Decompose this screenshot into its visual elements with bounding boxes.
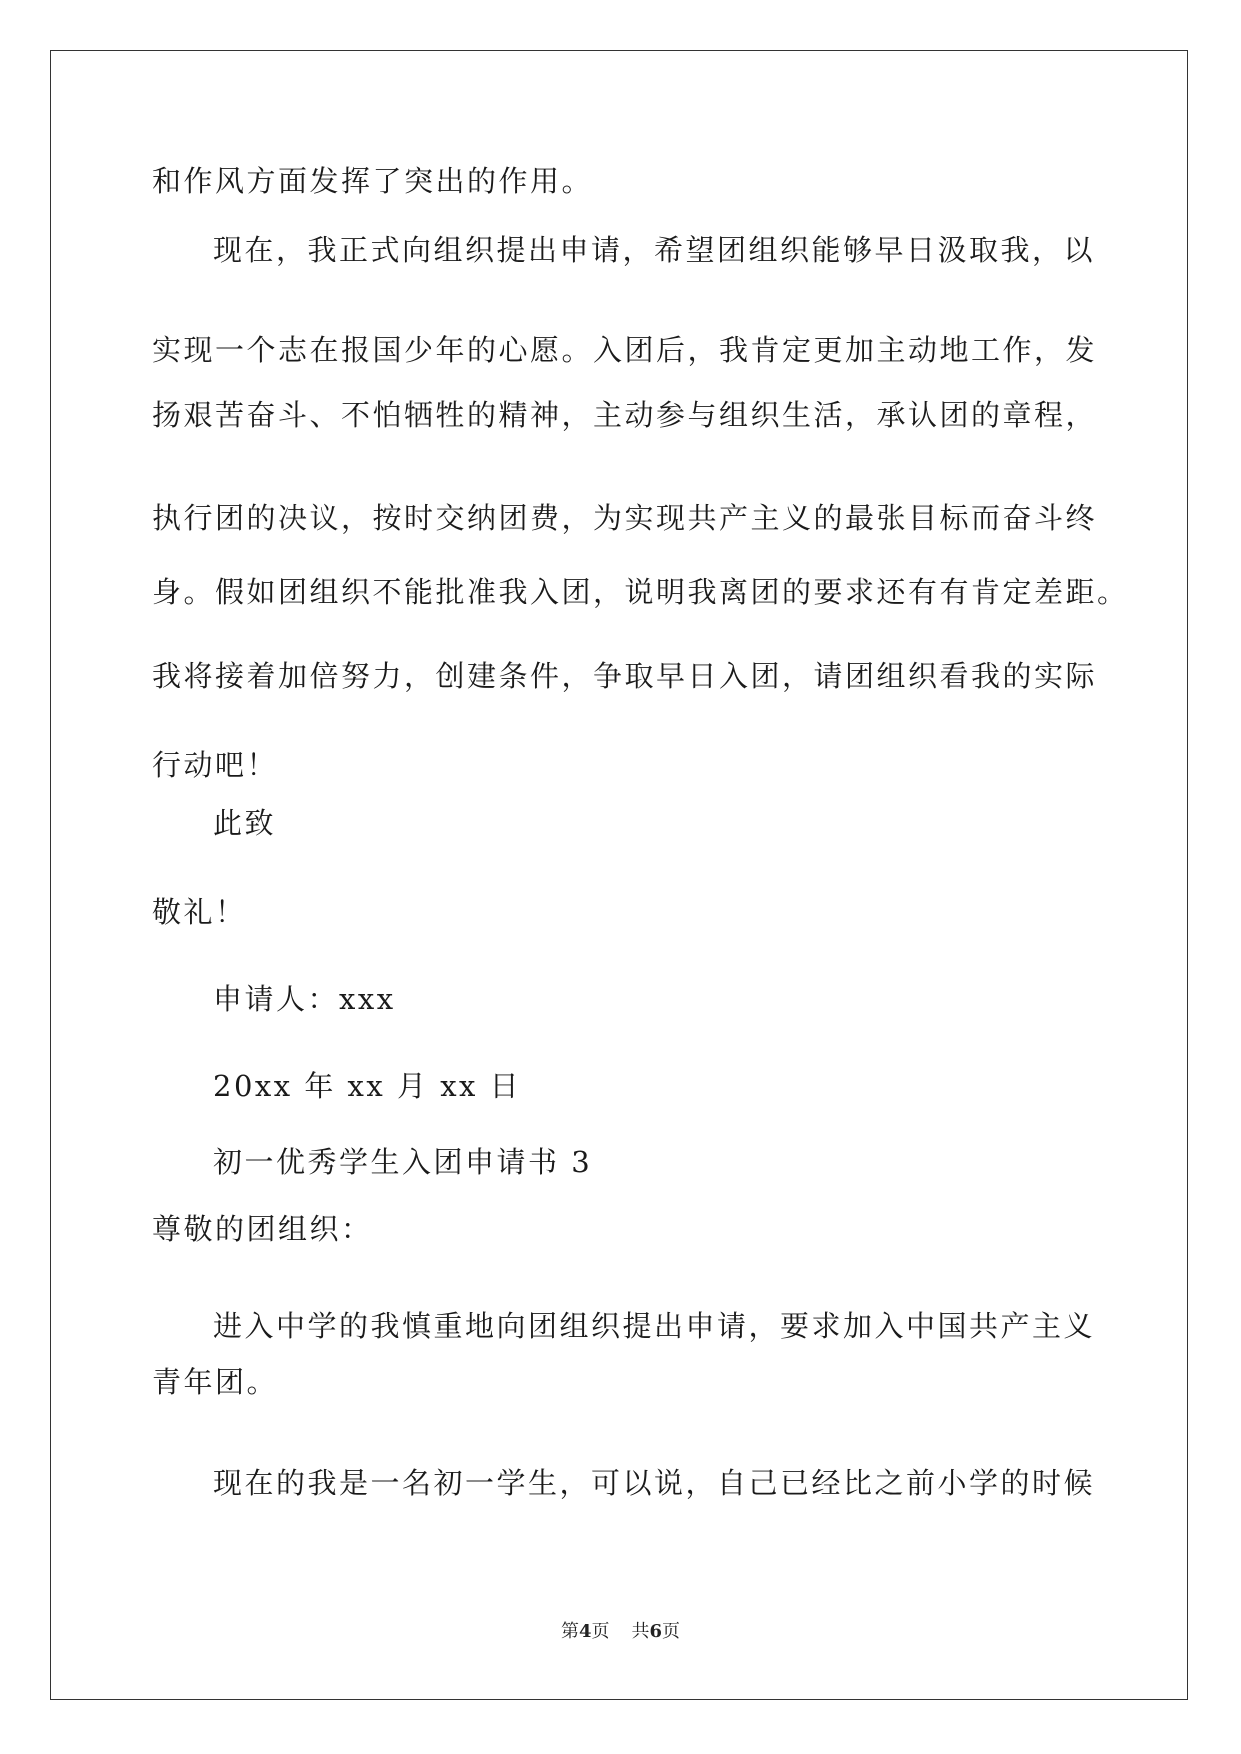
total-prefix: 共 xyxy=(631,1621,650,1642)
paragraph-line: 现在的我是一名初一学生，可以说，自己已经比之前小学的时候 xyxy=(213,1466,1096,1500)
total-page-number: 6 xyxy=(649,1621,663,1642)
paragraph-line: 青年团。 xyxy=(152,1365,279,1399)
paragraph-line: 进入中学的我慎重地向团组织提出申请，要求加入中国共产主义 xyxy=(213,1309,1096,1343)
paragraph-line: 实现一个志在报国少年的心愿。入团后，我肯定更加主动地工作，发 xyxy=(152,333,1098,367)
section-title: 初一优秀学生入团申请书 3 xyxy=(213,1145,593,1179)
paragraph-line: 执行团的决议，按时交纳团费，为实现共产主义的最张目标而奋斗终 xyxy=(152,501,1098,535)
application-date: 20xx 年 xx 月 xx 日 xyxy=(213,1069,522,1103)
page-border xyxy=(50,50,1188,1700)
page-suffix: 页 xyxy=(591,1621,610,1642)
paragraph-line: 扬艰苦奋斗、不怕牺牲的精神，主动参与组织生活，承认团的章程， xyxy=(152,398,1098,432)
applicant-name: 申请人：xxx xyxy=(213,982,396,1016)
paragraph-line: 和作风方面发挥了突出的作用。 xyxy=(152,164,594,198)
closing-salutation: 此致 xyxy=(213,806,277,840)
paragraph-line: 身。假如团组织不能批准我入团，说明我离团的要求还有有肯定差距。 xyxy=(152,575,1129,609)
closing-regards: 敬礼！ xyxy=(152,895,247,929)
letter-greeting: 尊敬的团组织： xyxy=(152,1212,373,1246)
current-page-number: 4 xyxy=(578,1621,592,1642)
paragraph-line: 我将接着加倍努力，创建条件，争取早日入团，请团组织看我的实际 xyxy=(152,659,1098,693)
paragraph-line: 现在，我正式向组织提出申请，希望团组织能够早日汲取我，以 xyxy=(213,233,1096,267)
paragraph-line: 行动吧！ xyxy=(152,748,279,782)
page-footer xyxy=(0,1620,1241,1644)
total-suffix: 页 xyxy=(662,1621,681,1642)
page-prefix: 第 xyxy=(560,1621,579,1642)
